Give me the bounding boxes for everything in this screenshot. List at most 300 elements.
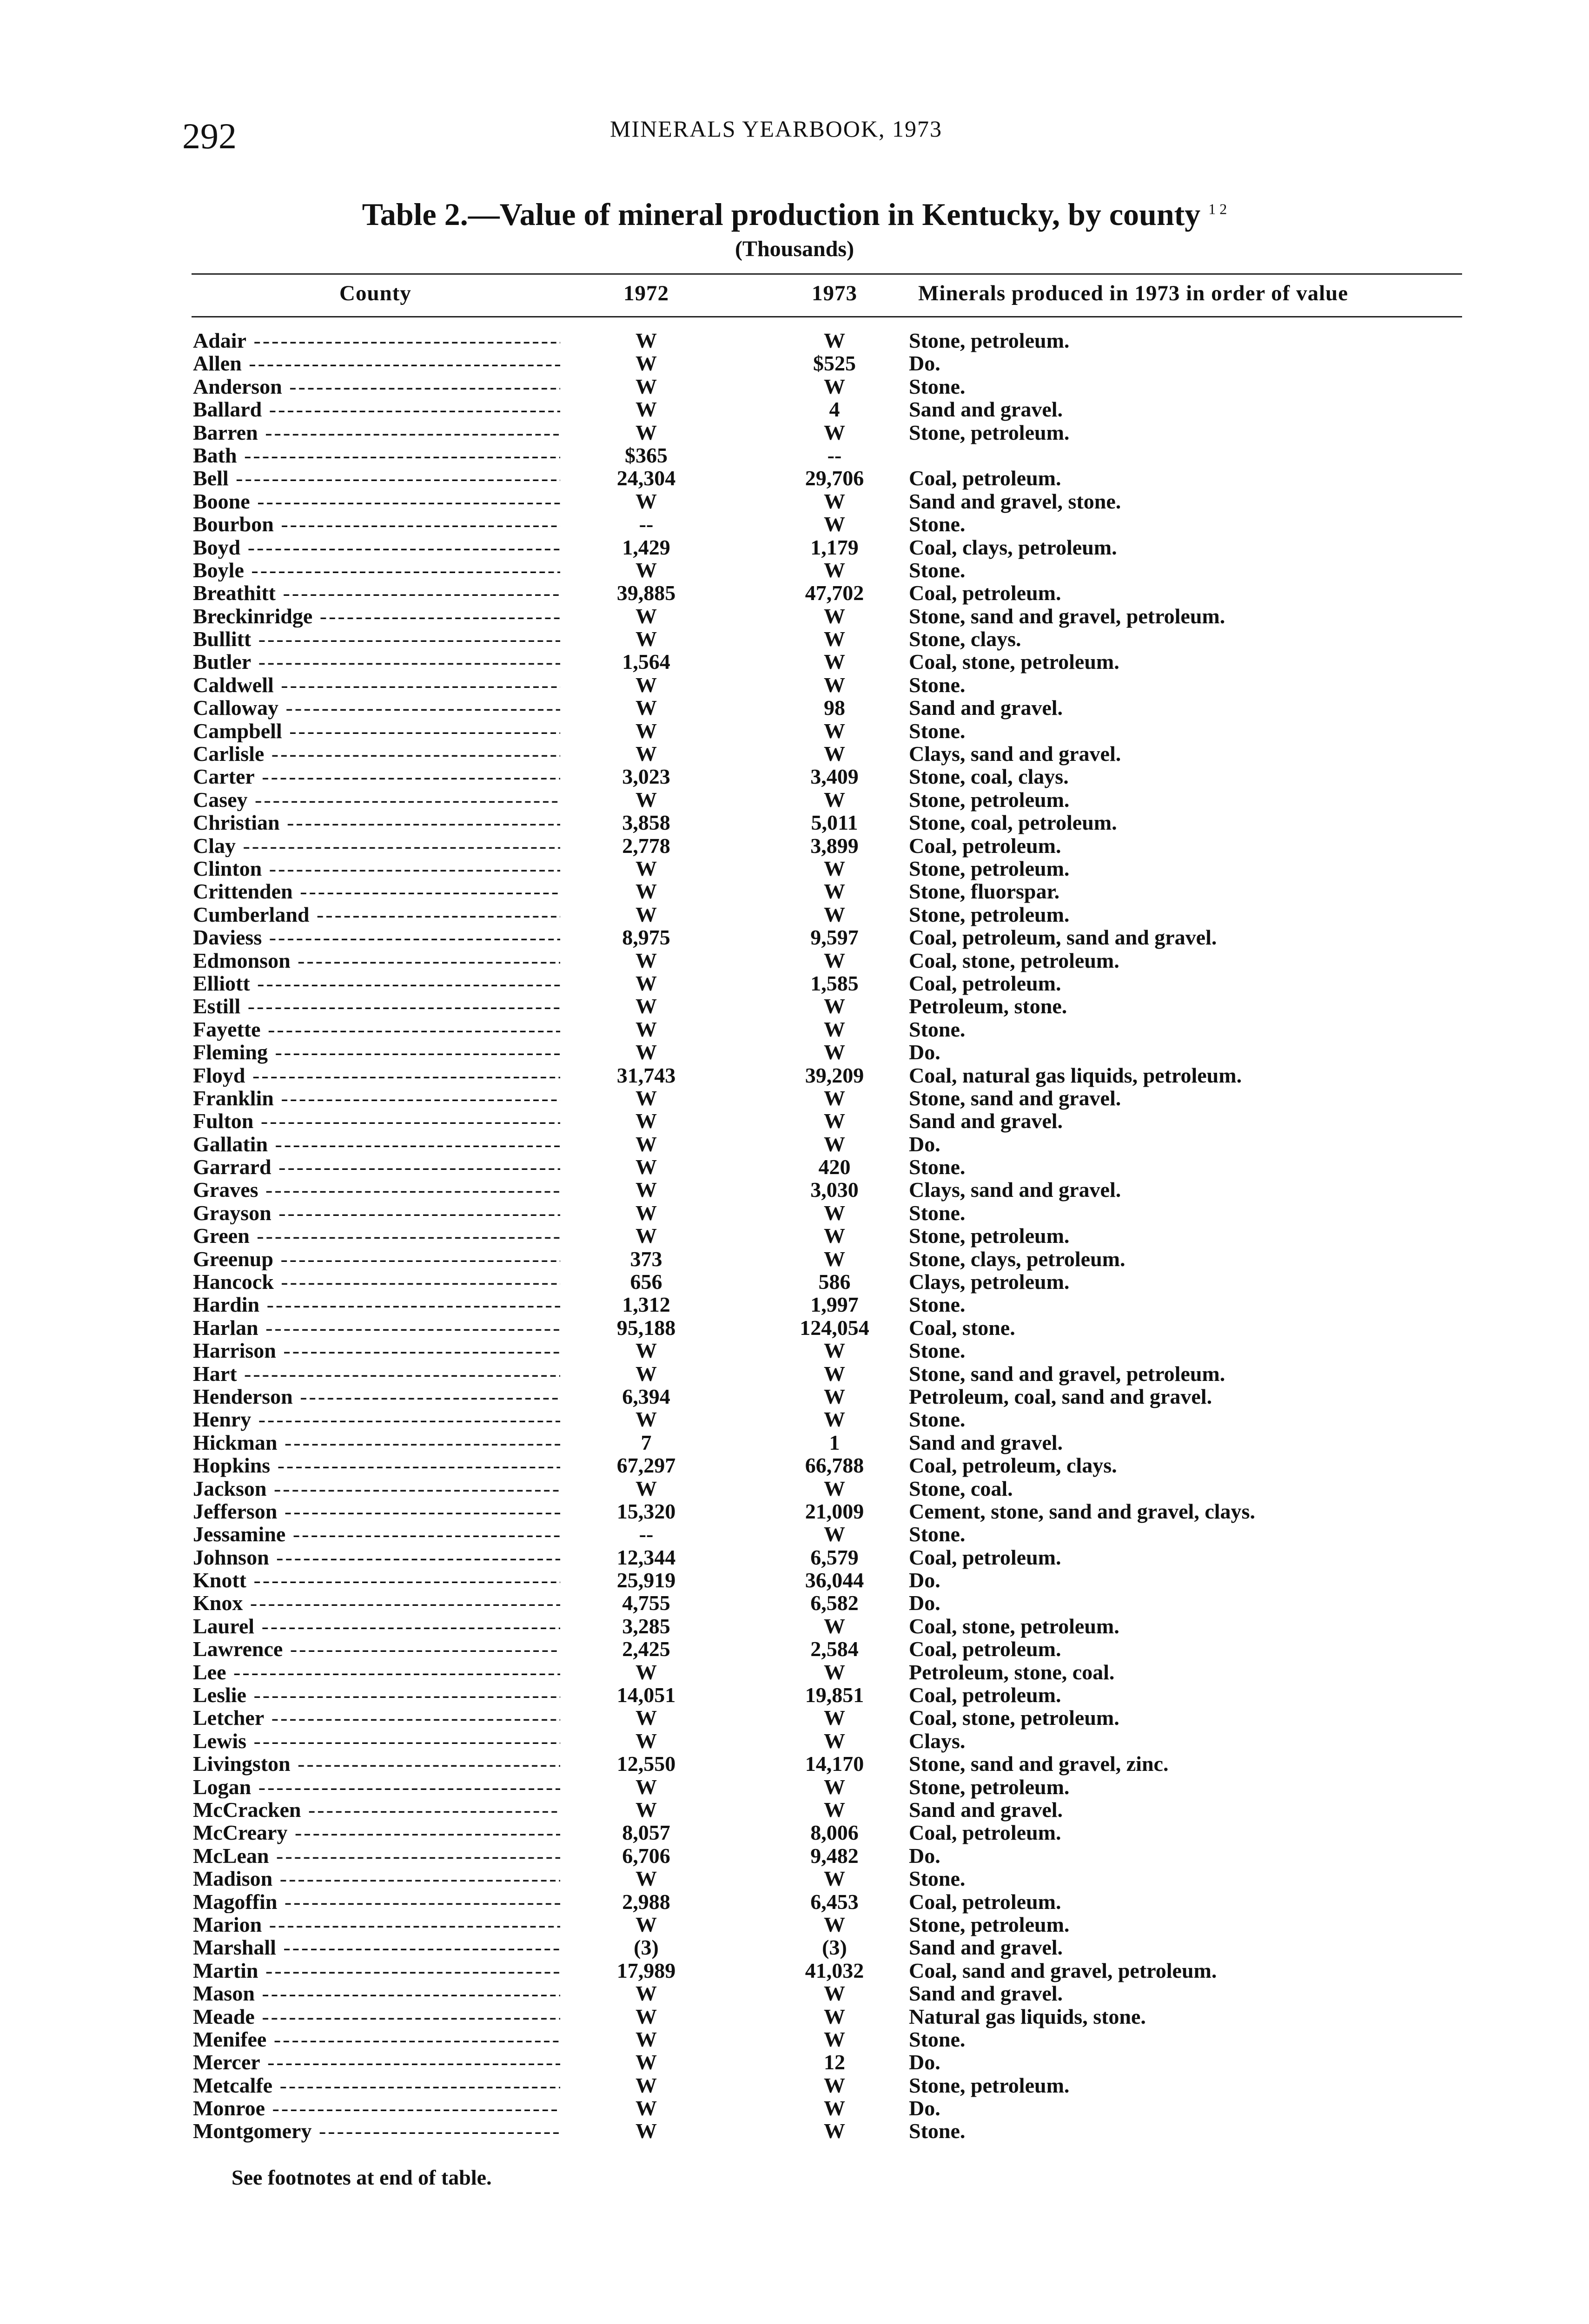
table-row — [0, 926, 1589, 949]
table-row — [0, 1087, 1589, 1109]
value-1973-cell: 3,409 — [810, 765, 859, 789]
table-row — [0, 2051, 1589, 2073]
value-1972-cell: $365 — [625, 443, 668, 467]
minerals-cell: Coal, clays, petroleum. — [909, 535, 1117, 559]
value-1972-cell: W — [636, 1798, 657, 1822]
minerals-cell: Stone, coal, petroleum. — [909, 811, 1117, 835]
minerals-cell: Petroleum, stone, coal. — [909, 1660, 1115, 1684]
value-1972-cell: W — [636, 879, 657, 904]
county-cell: Johnson ----- — [193, 1546, 560, 1569]
table-row — [0, 329, 1589, 352]
column-header-1972: 1972 — [623, 281, 669, 305]
minerals-cell: Coal, petroleum. — [909, 1637, 1061, 1661]
minerals-cell: Coal, natural gas liquids, petroleum. — [909, 1063, 1242, 1087]
table-row — [0, 1270, 1589, 1293]
value-1973-cell: 1,179 — [810, 535, 859, 559]
minerals-cell: Stone. — [909, 1201, 966, 1225]
table-row — [0, 2074, 1589, 2097]
table-row — [0, 1661, 1589, 1684]
minerals-cell: Do. — [909, 2096, 940, 2120]
minerals-cell: Coal, petroleum. — [909, 833, 1061, 858]
county-cell: Lewis ----- — [193, 1730, 560, 1752]
minerals-cell: Stone, fluorspar. — [909, 879, 1060, 904]
county-cell: Metcalfe ----- — [193, 2074, 560, 2097]
county-cell: Butler ----- — [193, 650, 560, 673]
minerals-cell: Stone, sand and gravel, petroleum. — [909, 604, 1225, 628]
table-header-rule — [192, 316, 1462, 317]
table-row — [0, 995, 1589, 1017]
table-row — [0, 1936, 1589, 1959]
value-1973-cell: W — [824, 650, 845, 674]
value-1972-cell: 3,858 — [622, 811, 670, 835]
value-1973-cell: W — [824, 879, 845, 904]
county-cell: Carter ----- — [193, 765, 560, 788]
table-row — [0, 1959, 1589, 1982]
table-row — [0, 2028, 1589, 2051]
value-1972-cell: 2,425 — [622, 1637, 670, 1661]
county-cell: Mason ----- — [193, 1982, 560, 2005]
value-1973-cell: 1 — [829, 1430, 840, 1454]
value-1972-cell: W — [636, 397, 657, 422]
county-cell: Clay ----- — [193, 834, 560, 857]
county-cell: Caldwell ----- — [193, 673, 560, 696]
value-1972-cell: W — [636, 673, 657, 697]
value-1972-cell: W — [636, 374, 657, 398]
value-1973-cell: W — [824, 1407, 845, 1432]
minerals-cell: Sand and gravel. — [909, 1935, 1063, 1960]
county-cell: Gallatin ----- — [193, 1133, 560, 1155]
minerals-cell: Stone, petroleum. — [909, 1775, 1070, 1799]
value-1973-cell: W — [824, 558, 845, 582]
value-1972-cell: 7 — [641, 1430, 652, 1454]
minerals-cell: Sand and gravel. — [909, 696, 1063, 720]
minerals-cell: Coal, petroleum. — [909, 1545, 1061, 1569]
table-row — [0, 1821, 1589, 1844]
value-1973-cell: 66,788 — [805, 1453, 864, 1478]
minerals-cell: Stone. — [909, 1017, 966, 1041]
value-1973-cell: W — [824, 1706, 845, 1730]
value-1972-cell: W — [636, 1981, 657, 2006]
value-1973-cell: 420 — [818, 1155, 851, 1179]
minerals-cell: Coal, stone, petroleum. — [909, 650, 1119, 674]
value-1972-cell: (3) — [634, 1935, 659, 1960]
table-row — [0, 2005, 1589, 2028]
minerals-cell: Clays, petroleum. — [909, 1270, 1070, 1294]
county-cell: Hickman ----- — [193, 1431, 560, 1454]
table-row — [0, 1477, 1589, 1500]
county-cell: Hancock ----- — [193, 1270, 560, 1293]
value-1973-cell: 2,584 — [810, 1637, 859, 1661]
minerals-cell: Coal, sand and gravel, petroleum. — [909, 1958, 1217, 1982]
table-row — [0, 1408, 1589, 1431]
table-row — [0, 1569, 1589, 1591]
value-1972-cell: 3,023 — [622, 765, 670, 789]
value-1972-cell: W — [636, 1867, 657, 1891]
value-1973-cell: W — [824, 1729, 845, 1753]
column-header-county: County — [339, 281, 411, 305]
value-1972-cell: W — [636, 902, 657, 926]
county-cell: Letcher ----- — [193, 1706, 560, 1729]
value-1973-cell: 19,851 — [805, 1683, 864, 1707]
value-1972-cell: W — [636, 1407, 657, 1432]
minerals-cell: Stone. — [909, 2119, 966, 2143]
county-cell: Grayson ----- — [193, 1202, 560, 1224]
value-1972-cell: 2,988 — [622, 1889, 670, 1914]
table-row — [0, 352, 1589, 375]
county-cell: Anderson ----- — [193, 375, 560, 398]
table-top-rule — [192, 273, 1462, 275]
value-1972-cell: 8,057 — [622, 1821, 670, 1845]
value-1973-cell: W — [824, 1017, 845, 1041]
value-1972-cell: 1,312 — [622, 1293, 670, 1317]
value-1973-cell: 12 — [824, 2050, 845, 2074]
table-row — [0, 1706, 1589, 1729]
value-1972-cell: W — [636, 2004, 657, 2028]
county-cell: McCreary ----- — [193, 1821, 560, 1844]
table-row — [0, 1913, 1589, 1936]
value-1973-cell: 1,585 — [810, 971, 859, 995]
minerals-cell: Coal, petroleum. — [909, 971, 1061, 995]
county-cell: Breckinridge ----- — [193, 605, 560, 627]
table-row — [0, 1316, 1589, 1339]
county-cell: Lawrence ----- — [193, 1637, 560, 1660]
table-row — [0, 1018, 1589, 1041]
county-cell: Ballard ----- — [193, 398, 560, 421]
minerals-cell: Stone. — [909, 1155, 966, 1179]
value-1973-cell: W — [824, 1132, 845, 1156]
table-body — [0, 329, 1589, 2143]
column-header-1973: 1973 — [812, 281, 857, 305]
value-1973-cell: W — [824, 948, 845, 972]
value-1973-cell: W — [824, 2119, 845, 2143]
minerals-cell: Stone. — [909, 1293, 966, 1317]
county-cell: Adair ----- — [193, 329, 560, 352]
value-1973-cell: W — [824, 489, 845, 513]
value-1973-cell: 6,582 — [810, 1591, 859, 1615]
value-1972-cell: 15,320 — [616, 1499, 676, 1523]
minerals-cell: Do. — [909, 1040, 940, 1064]
value-1972-cell: W — [636, 719, 657, 743]
county-cell: Carlisle ----- — [193, 742, 560, 765]
county-cell: Casey ----- — [193, 788, 560, 811]
value-1973-cell: W — [824, 1361, 845, 1386]
county-cell: Daviess ----- — [193, 926, 560, 949]
value-1973-cell: 29,706 — [805, 466, 864, 490]
value-1972-cell: W — [636, 1729, 657, 1753]
table-row — [0, 1385, 1589, 1408]
value-1972-cell: W — [636, 994, 657, 1018]
value-1973-cell: W — [824, 329, 845, 352]
county-cell: Franklin ----- — [193, 1087, 560, 1109]
value-1972-cell: W — [636, 1155, 657, 1179]
county-cell: Christian ----- — [193, 811, 560, 834]
value-1972-cell: W — [636, 1201, 657, 1225]
value-1972-cell: W — [636, 329, 657, 352]
minerals-cell: Clays. — [909, 1729, 966, 1753]
county-cell: Mercer ----- — [193, 2051, 560, 2073]
county-cell: Fleming ----- — [193, 1041, 560, 1063]
minerals-cell: Stone. — [909, 1867, 966, 1891]
value-1972-cell: -- — [639, 512, 654, 536]
table-row — [0, 398, 1589, 421]
value-1973-cell: W — [824, 1798, 845, 1822]
minerals-cell: Stone. — [909, 1407, 966, 1432]
table-row — [0, 1637, 1589, 1660]
running-head: MINERALS YEARBOOK, 1973 — [610, 116, 942, 142]
minerals-cell: Do. — [909, 2050, 940, 2074]
county-cell: Fulton ----- — [193, 1109, 560, 1132]
value-1972-cell: W — [636, 696, 657, 720]
minerals-cell: Coal, stone, petroleum. — [909, 948, 1119, 972]
table-row — [0, 1109, 1589, 1132]
minerals-cell: Clays, sand and gravel. — [909, 742, 1121, 766]
minerals-cell: Stone, petroleum. — [909, 787, 1070, 812]
value-1973-cell: 3,899 — [810, 833, 859, 858]
minerals-cell: Sand and gravel, stone. — [909, 489, 1121, 513]
table-row — [0, 1133, 1589, 1155]
value-1973-cell: 9,482 — [810, 1843, 859, 1868]
county-cell: Monroe ----- — [193, 2097, 560, 2119]
county-cell: Bullitt ----- — [193, 627, 560, 650]
table-row — [0, 1248, 1589, 1270]
county-cell: Campbell ----- — [193, 720, 560, 742]
value-1973-cell: W — [824, 2096, 845, 2120]
minerals-cell: Do. — [909, 1132, 940, 1156]
minerals-cell: Stone. — [909, 673, 966, 697]
county-cell: Henry ----- — [193, 1408, 560, 1431]
value-1972-cell: W — [636, 351, 657, 376]
county-cell: Green ----- — [193, 1224, 560, 1247]
value-1973-cell: 98 — [824, 696, 845, 720]
county-cell: Harrison ----- — [193, 1339, 560, 1362]
value-1972-cell: W — [636, 971, 657, 995]
county-cell: Boyle ----- — [193, 559, 560, 581]
minerals-cell: Petroleum, coal, sand and gravel. — [909, 1384, 1212, 1408]
county-cell: Barren ----- — [193, 421, 560, 444]
county-cell: Marshall ----- — [193, 1936, 560, 1959]
county-cell: Elliott ----- — [193, 972, 560, 995]
county-cell: Laurel ----- — [193, 1615, 560, 1637]
value-1972-cell: W — [636, 1660, 657, 1684]
value-1973-cell: W — [824, 374, 845, 398]
value-1973-cell: W — [824, 2073, 845, 2097]
minerals-cell: Do. — [909, 1843, 940, 1868]
minerals-cell: Sand and gravel. — [909, 397, 1063, 422]
value-1972-cell: W — [636, 787, 657, 812]
table-row — [0, 1202, 1589, 1224]
value-1972-cell: W — [636, 1132, 657, 1156]
table-row — [0, 627, 1589, 650]
value-1972-cell: W — [636, 856, 657, 880]
minerals-cell: Stone. — [909, 558, 966, 582]
minerals-cell: Stone, petroleum. — [909, 1224, 1070, 1248]
table-row — [0, 581, 1589, 604]
minerals-cell: Stone, petroleum. — [909, 2073, 1070, 2097]
minerals-cell: Stone, petroleum. — [909, 329, 1070, 352]
value-1972-cell: W — [636, 948, 657, 972]
value-1972-cell: 17,989 — [616, 1958, 676, 1982]
county-cell: Hopkins ----- — [193, 1454, 560, 1477]
county-cell: Logan ----- — [193, 1776, 560, 1798]
table-row — [0, 1064, 1589, 1087]
table-title — [0, 196, 1589, 233]
value-1972-cell: W — [636, 1706, 657, 1730]
minerals-cell: Stone. — [909, 1339, 966, 1363]
value-1972-cell: 12,344 — [616, 1545, 676, 1569]
value-1972-cell: W — [636, 489, 657, 513]
table-row — [0, 605, 1589, 627]
value-1973-cell: W — [824, 1201, 845, 1225]
value-1973-cell: W — [824, 1086, 845, 1110]
table-row — [0, 375, 1589, 398]
value-1972-cell: W — [636, 1476, 657, 1500]
county-cell: Bourbon ----- — [193, 513, 560, 535]
table-row — [0, 2119, 1589, 2142]
county-cell: Martin ----- — [193, 1959, 560, 1982]
value-1972-cell: 24,304 — [616, 466, 676, 490]
table-row — [0, 903, 1589, 926]
value-1973-cell: 6,579 — [810, 1545, 859, 1569]
county-cell: Harlan ----- — [193, 1316, 560, 1339]
value-1973-cell: 6,453 — [810, 1889, 859, 1914]
county-cell: Boyd ----- — [193, 536, 560, 559]
minerals-cell: Stone, clays. — [909, 627, 1021, 651]
table-subtitle: (Thousands) — [735, 237, 854, 261]
table-title-text: Table 2.—Value of mineral production in Kentucky, by county — [362, 197, 1201, 232]
table-row — [0, 1591, 1589, 1614]
value-1972-cell: 6,394 — [622, 1384, 670, 1408]
value-1973-cell: (3) — [822, 1935, 847, 1960]
county-cell: Jackson ----- — [193, 1477, 560, 1500]
value-1972-cell: W — [636, 1040, 657, 1064]
county-cell: Knott ----- — [193, 1569, 560, 1591]
value-1972-cell: W — [636, 558, 657, 582]
value-1972-cell: 1,429 — [622, 535, 670, 559]
table-row — [0, 765, 1589, 788]
value-1973-cell: W — [824, 902, 845, 926]
county-cell: Meade ----- — [193, 2005, 560, 2028]
table-row — [0, 673, 1589, 696]
value-1973-cell: 3,030 — [810, 1178, 859, 1202]
table-row — [0, 696, 1589, 719]
value-1973-cell: 9,597 — [810, 925, 859, 950]
county-cell: Allen ----- — [193, 352, 560, 375]
value-1972-cell: W — [636, 2096, 657, 2120]
value-1972-cell: W — [636, 1178, 657, 1202]
county-cell: Boone ----- — [193, 490, 560, 513]
minerals-cell: Stone, petroleum. — [909, 420, 1070, 444]
value-1973-cell: W — [824, 1981, 845, 2006]
minerals-cell: Do. — [909, 1568, 940, 1592]
value-1973-cell: W — [824, 673, 845, 697]
minerals-cell: Sand and gravel. — [909, 1798, 1063, 1822]
value-1972-cell: W — [636, 2119, 657, 2143]
county-cell: Clinton ----- — [193, 857, 560, 880]
value-1973-cell: 8,006 — [810, 1821, 859, 1845]
value-1973-cell: 36,044 — [805, 1568, 864, 1592]
table-row — [0, 1454, 1589, 1477]
table-row — [0, 1523, 1589, 1545]
county-cell: Marion ----- — [193, 1913, 560, 1936]
table-row — [0, 2097, 1589, 2119]
county-cell: Livingston ----- — [193, 1752, 560, 1775]
title-footnote-marks: 1 2 — [1208, 200, 1227, 218]
county-cell: Jefferson ----- — [193, 1500, 560, 1523]
table-row — [0, 1431, 1589, 1454]
minerals-cell: Stone. — [909, 1522, 966, 1546]
table-row — [0, 421, 1589, 444]
value-1972-cell: 373 — [630, 1247, 662, 1271]
value-1972-cell: W — [636, 742, 657, 766]
minerals-cell: Clays, sand and gravel. — [909, 1178, 1121, 1202]
value-1972-cell: W — [636, 604, 657, 628]
county-cell: Bell ----- — [193, 467, 560, 489]
minerals-cell: Sand and gravel. — [909, 1981, 1063, 2006]
minerals-cell: Stone. — [909, 374, 966, 398]
minerals-cell: Stone, coal, clays. — [909, 765, 1069, 789]
value-1973-cell: W — [824, 1775, 845, 1799]
county-cell: Hart ----- — [193, 1362, 560, 1385]
table-row — [0, 742, 1589, 765]
table-row — [0, 1844, 1589, 1867]
minerals-cell: Stone, petroleum. — [909, 856, 1070, 880]
value-1972-cell: 6,706 — [622, 1843, 670, 1868]
minerals-cell: Coal, petroleum. — [909, 581, 1061, 605]
value-1973-cell: W — [824, 787, 845, 812]
value-1973-cell: $525 — [813, 351, 856, 376]
county-cell: Garrard ----- — [193, 1155, 560, 1178]
value-1973-cell: W — [824, 1384, 845, 1408]
value-1972-cell: 8,975 — [622, 925, 670, 950]
value-1972-cell: 67,297 — [616, 1453, 676, 1478]
value-1972-cell: W — [636, 1361, 657, 1386]
minerals-cell: Coal, petroleum, sand and gravel. — [909, 925, 1217, 950]
minerals-cell: Stone, sand and gravel, zinc. — [909, 1752, 1169, 1776]
minerals-cell: Stone. — [909, 512, 966, 536]
value-1973-cell: W — [824, 994, 845, 1018]
table-row — [0, 1546, 1589, 1569]
table-row — [0, 972, 1589, 995]
minerals-cell: Do. — [909, 351, 940, 376]
table-row — [0, 444, 1589, 467]
value-1972-cell: W — [636, 1775, 657, 1799]
value-1972-cell: W — [636, 2027, 657, 2051]
value-1972-cell: W — [636, 1109, 657, 1133]
value-1973-cell: W — [824, 627, 845, 651]
county-cell: Montgomery ----- — [193, 2119, 560, 2142]
county-cell: McCracken ----- — [193, 1798, 560, 1821]
table-row — [0, 1890, 1589, 1913]
table-row — [0, 1224, 1589, 1247]
table-row — [0, 1155, 1589, 1178]
value-1972-cell: W — [636, 1912, 657, 1936]
minerals-cell: Coal, stone, petroleum. — [909, 1706, 1119, 1730]
table-row — [0, 1362, 1589, 1385]
value-1973-cell: W — [824, 1614, 845, 1638]
value-1972-cell: 14,051 — [616, 1683, 676, 1707]
table-row — [0, 490, 1589, 513]
footnote-reference: See footnotes at end of table. — [232, 2166, 492, 2189]
table-row — [0, 1615, 1589, 1637]
value-1973-cell: 47,702 — [805, 581, 864, 605]
value-1972-cell: W — [636, 627, 657, 651]
value-1973-cell: W — [824, 742, 845, 766]
minerals-cell: Cement, stone, sand and gravel, clays. — [909, 1499, 1255, 1523]
county-cell: Hardin ----- — [193, 1293, 560, 1316]
minerals-cell: Coal, petroleum. — [909, 1821, 1061, 1845]
value-1972-cell: 1,564 — [622, 650, 670, 674]
value-1973-cell: W — [824, 1912, 845, 1936]
